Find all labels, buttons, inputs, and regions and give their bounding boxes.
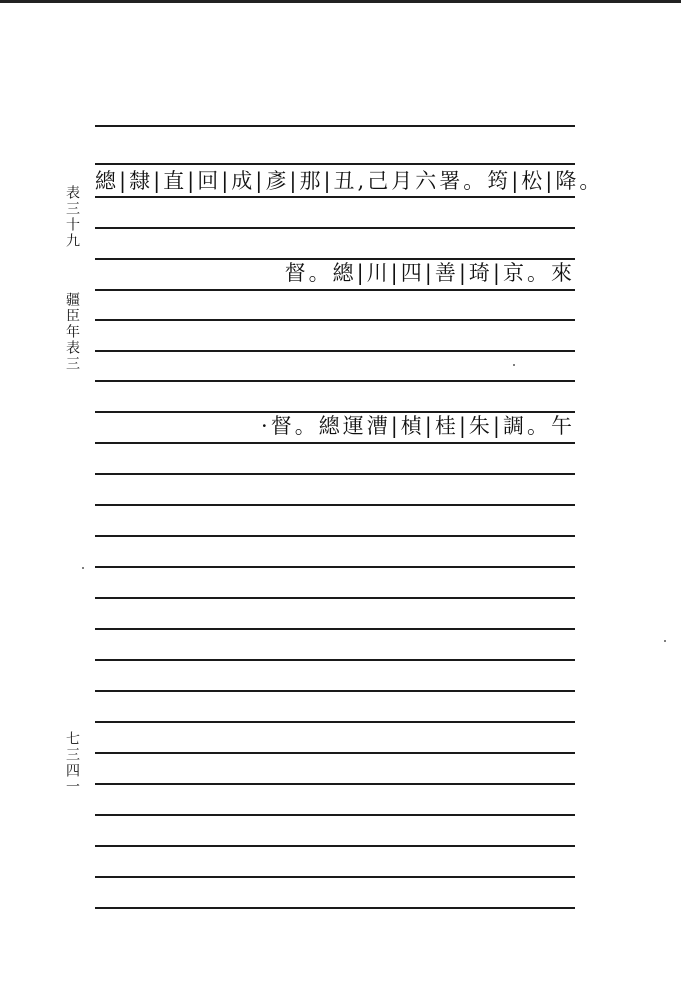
page-number: 七三四一: [64, 731, 80, 795]
volume-label: 表三十九: [64, 185, 80, 249]
scan-speck: [513, 364, 515, 366]
table-rule: [95, 535, 575, 537]
table-rule: [95, 721, 575, 723]
table-rule: [95, 783, 575, 785]
table-rule: [95, 814, 575, 816]
table-rule: [95, 845, 575, 847]
entry-line-1: 總|隸|直|回|成|彥|那|丑,己月六署。筠|松|降。: [95, 169, 604, 193]
table-rule: [95, 752, 575, 754]
entry-line-3: ·督。總運漕|楨|桂|朱|調。午: [261, 414, 575, 438]
table-rule: [95, 125, 575, 127]
table-rule: [95, 473, 575, 475]
table-rule: [95, 690, 575, 692]
table-rule: [95, 907, 575, 909]
scan-speck: [664, 640, 666, 642]
table-rule: [95, 227, 575, 229]
table-rule: [95, 566, 575, 568]
entry-line-2: 督。總|川|四|善|琦|京。來: [284, 261, 575, 285]
table-rule: [95, 504, 575, 506]
table-rule: [95, 628, 575, 630]
table-rule: [95, 597, 575, 599]
table-rule: [95, 380, 575, 382]
table-rule: [95, 876, 575, 878]
table-rule: [95, 289, 575, 291]
table-rule: [95, 163, 575, 165]
table-rule: [95, 350, 575, 352]
table-title-label: 疆臣年表三: [64, 292, 80, 372]
page-top-border: [0, 0, 681, 3]
table-rule: [95, 442, 575, 444]
table-rule: [95, 319, 575, 321]
table-rule: [95, 196, 575, 198]
table-rule: [95, 659, 575, 661]
scan-speck: [82, 567, 84, 569]
